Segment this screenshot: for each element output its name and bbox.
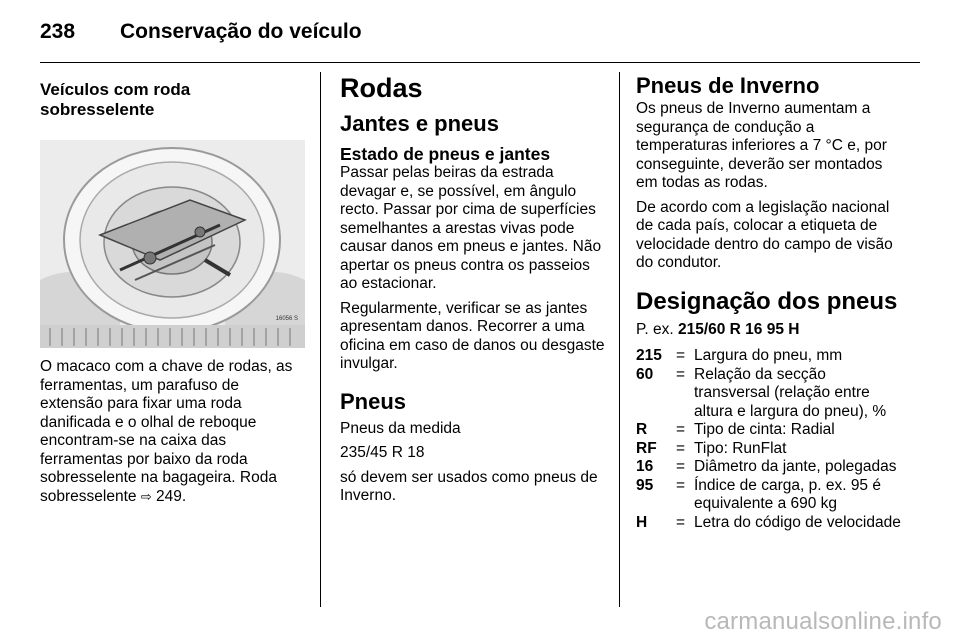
designation-text: Largura do pneu, mm xyxy=(694,347,843,364)
condition-paragraph-1: Passar pelas beiras da estrada devagar e, se possível, em ângulo recto. Passar por cima de superfícies semelhantes a arestas vivas pode causar danos em pneus e jantes. Não apertar os pneus contra os passeios ao estacionar. xyxy=(340,164,602,292)
spare-wheel-heading: Veículos com roda sobresselente xyxy=(40,80,191,119)
designation-text: Índice de carga, p. ex. 95 é equivalente a 690 kg xyxy=(694,476,881,512)
designation-row xyxy=(636,458,904,477)
designation-row xyxy=(636,514,904,533)
designation-code: 95 xyxy=(636,476,654,494)
watermark: carmanualsonline.info xyxy=(704,608,942,635)
column-2 xyxy=(340,72,605,506)
designation-equals: = xyxy=(676,476,686,494)
designation-row xyxy=(636,477,904,514)
designation-text: Diâmetro da jante, polegadas xyxy=(694,458,897,475)
winter-paragraph-1: Os pneus de Inverno aumentam a segurança de condução a temperaturas inferiores a 7 °C e, por conseguinte, deverão ser montados em todas as rodas. xyxy=(636,100,887,191)
tyres-size: 235/45 R 18 xyxy=(340,444,425,461)
designation-example xyxy=(636,321,904,340)
xref-page: 249. xyxy=(156,487,187,505)
spare-wheel-illustration xyxy=(40,140,305,348)
column-divider xyxy=(619,72,620,607)
page-header xyxy=(40,20,920,60)
designation-row xyxy=(636,440,904,459)
example-prefix: P. ex. xyxy=(636,320,674,338)
designation-text: Relação da secção transversal (relação entre altura e largura do pneu), % xyxy=(694,365,887,420)
designation-code: R xyxy=(636,421,648,438)
designation-equals: = xyxy=(676,421,686,438)
designation-equals: = xyxy=(676,513,686,531)
designation-row xyxy=(636,366,904,422)
spare-wheel-figure xyxy=(40,140,305,348)
designation-equals: = xyxy=(676,347,686,364)
designation-code: 215 xyxy=(636,347,662,364)
spare-wheel-body: O macaco com a chave de rodas, as ferramentas, um parafuso de extensão para fixar uma roda danificada e o olhal de reboque encontram-se na caixa das ferramentas por baixo da roda sobresselente na bagageira. Roda sobresselente xyxy=(40,358,293,505)
designation-row xyxy=(636,421,904,440)
designation-text: Tipo de cinta: Radial xyxy=(694,421,835,438)
designation-heading: Designação dos pneus xyxy=(636,287,898,315)
designation-list xyxy=(636,347,904,532)
section-title: Conservação do veículo xyxy=(120,20,362,43)
wheels-title: Rodas xyxy=(340,73,423,103)
figure-id: 16056 S xyxy=(275,316,298,322)
condition-heading: Estado de pneus e jantes xyxy=(340,144,551,164)
designation-code: 16 xyxy=(636,458,654,475)
designation-text: Tipo: RunFlat xyxy=(694,439,787,457)
header-rule xyxy=(40,62,920,63)
designation-row xyxy=(636,347,904,366)
condition-paragraph-2: Regularmente, verificar se as jantes apresentam danos. Recorrer a uma oficina em caso de danos ou desgaste invulgar. xyxy=(340,299,605,372)
tyres-paragraph-2: só devem ser usados como pneus de Inverno. xyxy=(340,468,598,504)
spare-wheel-text xyxy=(40,358,305,506)
designation-equals: = xyxy=(676,365,686,383)
designation-equals: = xyxy=(676,458,686,475)
designation-code: RF xyxy=(636,439,657,457)
column-3 xyxy=(636,72,904,532)
arrow-right-icon: ⇨ xyxy=(140,488,152,504)
designation-equals: = xyxy=(676,439,686,457)
tyres-heading: Pneus xyxy=(340,388,407,414)
winter-paragraph-2: De acordo com a legislação nacional de cada país, colocar a etiqueta de velocidade dentro do campo de visão do condutor. xyxy=(636,198,893,271)
rims-tyres-heading: Jantes e pneus xyxy=(340,111,499,136)
column-divider xyxy=(320,72,321,607)
designation-code: H xyxy=(636,513,648,531)
tyres-paragraph-1: Pneus da medida xyxy=(340,419,461,437)
designation-code: 60 xyxy=(636,365,654,383)
page-number: 238 xyxy=(40,20,76,43)
column-1 xyxy=(40,72,305,506)
designation-text: Letra do código de velocidade xyxy=(694,513,901,531)
winter-tyres-heading: Pneus de Inverno xyxy=(636,73,820,98)
example-code: 215/60 R 16 95 H xyxy=(677,320,800,338)
